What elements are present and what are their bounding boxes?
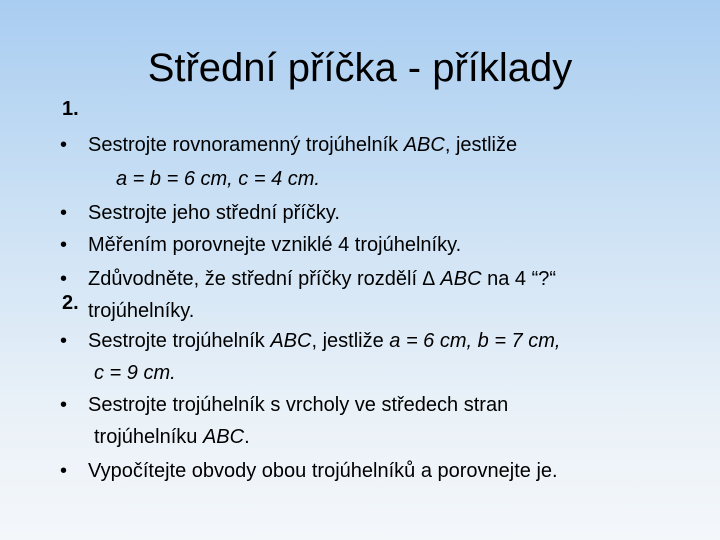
section-2-item-1-continuation: c = 9 cm.	[94, 362, 176, 384]
item-text-after: , jestliže	[444, 134, 518, 156]
item-text: Sestrojte rovnoramenný trojúhelník	[88, 134, 404, 156]
slide-title: Střední příčka - příklady	[147, 46, 573, 90]
section-2-item-2: Sestrojte trojúhelník s vrcholy ve středech stran	[88, 394, 509, 416]
bullet-icon: •	[60, 330, 68, 352]
section-1-item-1-continuation: a = b = 6 cm, c = 4 cm.	[116, 168, 320, 190]
item-text: Zdůvodněte, že střední příčky rozdělí	[88, 268, 423, 290]
section-1-item-3: Měřením porovnejte vzniklé 4 trojúhelníky.	[88, 234, 462, 256]
triangle-label: ABC	[440, 268, 482, 290]
side-values: a = 6 cm, b = 7 cm,	[389, 330, 561, 352]
triangle-label: ABC	[403, 134, 445, 156]
section-1-item-1	[88, 132, 517, 158]
item-text: Sestrojte trojúhelník	[88, 330, 271, 352]
triangle-symbol-icon: ∆	[422, 268, 435, 290]
triangle-label: ABC	[270, 330, 312, 352]
section-1-item-2: Sestrojte jeho střední příčky.	[88, 202, 340, 224]
bullet-icon: •	[60, 394, 68, 416]
item-text-after: , jestliže	[311, 330, 390, 352]
bullet-icon: •	[60, 202, 68, 224]
section-2-item-2-continuation	[94, 424, 250, 450]
section-2-item-1	[88, 328, 560, 354]
item-text-after: na 4 “?“	[481, 268, 557, 290]
section-1-item-4	[88, 266, 556, 292]
section-1-item-4-continuation: trojúhelníky.	[88, 300, 195, 322]
bullet-icon: •	[60, 234, 68, 256]
item-text-after: .	[244, 426, 250, 448]
item-text: trojúhelníku	[94, 426, 203, 448]
section-2-number: 2.	[62, 292, 79, 314]
bullet-icon: •	[60, 134, 68, 156]
triangle-label: ABC	[202, 426, 245, 448]
bullet-icon: •	[60, 460, 68, 482]
bullet-icon: •	[60, 268, 68, 290]
section-1-number: 1.	[62, 98, 79, 120]
section-2-item-3: Vypočítejte obvody obou trojúhelníků a porovnejte je.	[88, 460, 558, 482]
